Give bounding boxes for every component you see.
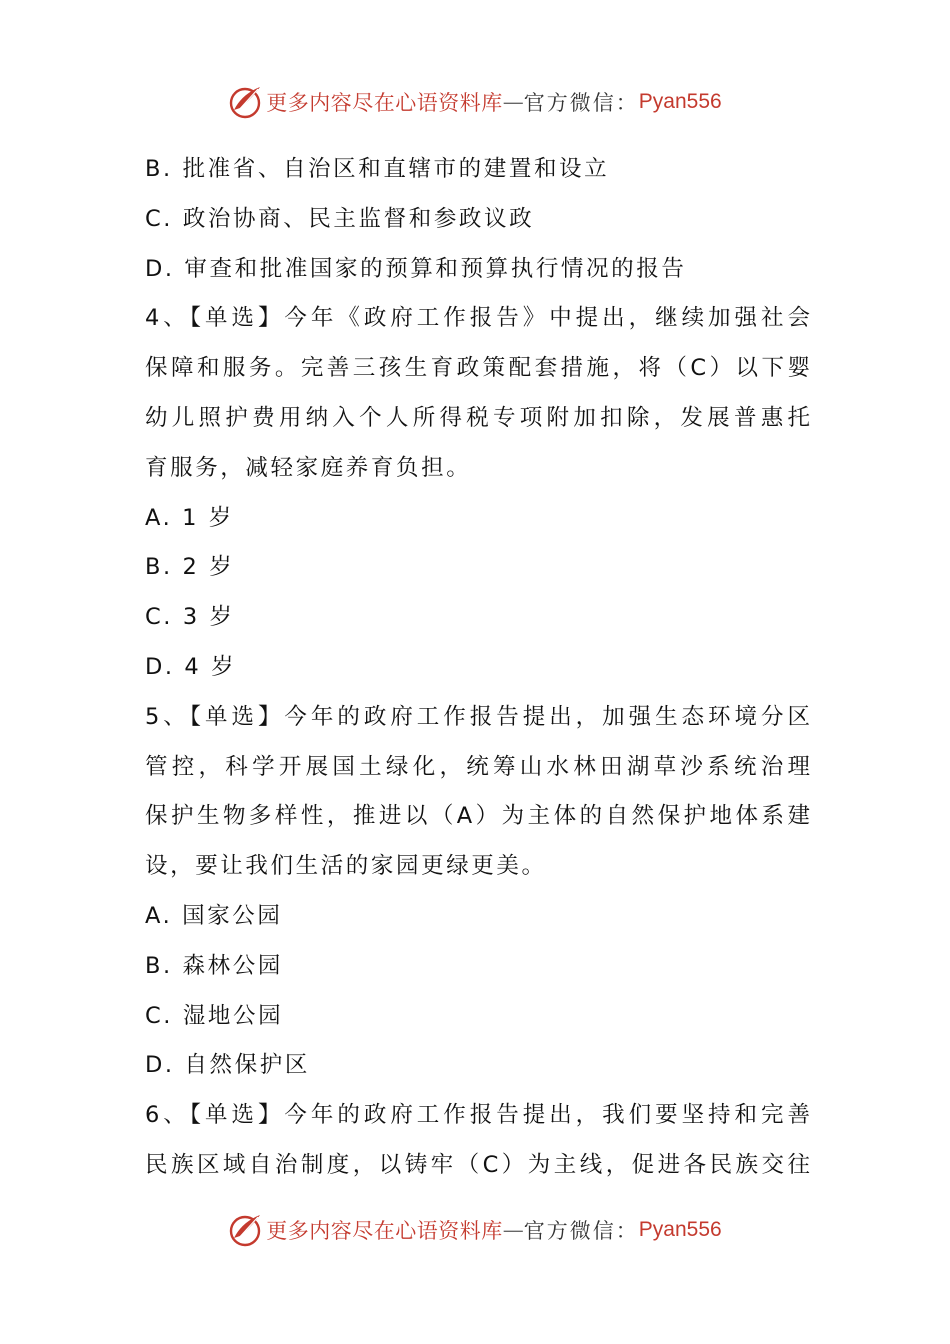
banner-account-label: 官方微信： bbox=[523, 1219, 639, 1243]
option-line: B. 森林公园 bbox=[145, 952, 283, 979]
question-line: 保护生物多样性，推进以（A）为主体的自然保护地体系建 bbox=[145, 803, 810, 830]
header-banner bbox=[0, 80, 950, 124]
banner-separator: — bbox=[502, 1218, 524, 1242]
question-line: 保障和服务。完善三孩生育政策配套措施，将（C）以下婴 bbox=[145, 355, 810, 382]
banner-separator: — bbox=[502, 90, 524, 114]
option-line: C. 政治协商、民主监督和参政议政 bbox=[145, 205, 535, 232]
option-line: B. 2 岁 bbox=[145, 554, 235, 581]
quill-logo-icon bbox=[228, 84, 264, 120]
question-line: 幼儿照护费用纳入个人所得税专项附加扣除，发展普惠托 bbox=[145, 404, 810, 431]
banner-slogan: 更多内容尽在心语资料库 bbox=[266, 1219, 503, 1243]
option-line: C. 3 岁 bbox=[145, 604, 235, 631]
question-line: 民族区域自治制度，以铸牢（C）为主线，促进各民族交往 bbox=[145, 1151, 810, 1178]
question-line: 5、【单选】今年的政府工作报告提出，加强生态环境分区 bbox=[145, 703, 810, 730]
document-body bbox=[145, 145, 810, 1191]
option-line: C. 湿地公园 bbox=[145, 1002, 284, 1029]
question-line: 育服务，减轻家庭养育负担。 bbox=[145, 454, 472, 481]
option-line: A. 1 岁 bbox=[145, 504, 234, 531]
question-line: 管控，科学开展国土绿化，统筹山水林田湖草沙系统治理 bbox=[145, 753, 810, 780]
quill-logo-icon bbox=[228, 1212, 264, 1248]
banner-account-id: Pyan556 bbox=[638, 1218, 722, 1241]
banner-account-id: Pyan556 bbox=[638, 90, 722, 113]
option-line: A. 国家公园 bbox=[145, 902, 283, 929]
banner-slogan: 更多内容尽在心语资料库 bbox=[266, 91, 503, 115]
question-line: 4、【单选】今年《政府工作报告》中提出，继续加强社会 bbox=[145, 305, 810, 332]
option-line: B. 批准省、自治区和直辖市的建置和设立 bbox=[145, 156, 610, 182]
option-line: D. 审查和批准国家的预算和预算执行情况的报告 bbox=[145, 255, 687, 282]
option-line: D. 4 岁 bbox=[145, 653, 237, 680]
footer-banner bbox=[0, 1208, 950, 1252]
question-line: 6、【单选】今年的政府工作报告提出，我们要坚持和完善 bbox=[145, 1102, 810, 1129]
question-line: 设，要让我们生活的家园更绿更美。 bbox=[145, 853, 547, 880]
option-line: D. 自然保护区 bbox=[145, 1052, 310, 1079]
banner-account-label: 官方微信： bbox=[523, 91, 639, 115]
